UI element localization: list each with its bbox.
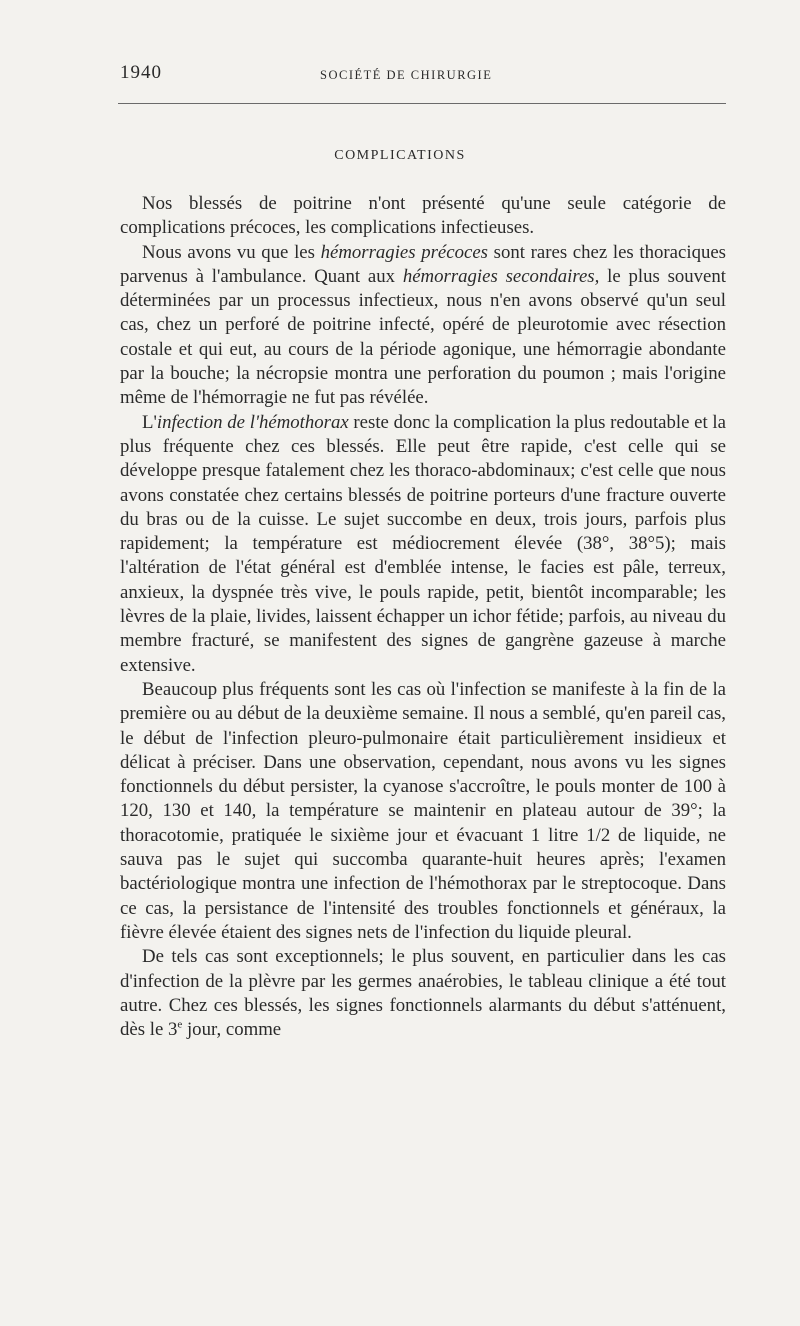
page-number: 1940 — [120, 62, 162, 83]
paragraph — [120, 192, 726, 241]
italic-text-run: infection de l'hémothorax — [156, 411, 349, 433]
italic-text-run: hémorragies précoces — [320, 241, 488, 263]
paragraph — [120, 678, 726, 945]
text-run: jour, comme — [182, 1019, 282, 1041]
text-run: L' — [142, 411, 157, 433]
running-head: SOCIÉTÉ DE CHIRURGIE — [320, 68, 493, 82]
superscript-run: e — [177, 1018, 183, 1031]
text-run: Nous avons vu que les — [142, 241, 321, 263]
text-run: sont rares chez les thoraciques parvenus à l'ambulance. Quant aux — [120, 241, 726, 287]
paragraph — [120, 241, 726, 411]
paragraph — [120, 945, 726, 1042]
text-run: le plus souvent déterminées par un processus infectieux, nous n'en avons observé qu'un seul cas, chez un perforé de poitrine infecté, opéré de pleurotomie avec résection costale et qui eut, au cours de la période agonique, une hémorragie abondante par la bouche; la nécropsie montra une perforation du poumon ; mais l'origine même de l'hémorragie ne fut pas révélée. — [120, 265, 726, 409]
header-rule — [118, 103, 726, 104]
paragraph — [120, 411, 726, 678]
text-run: reste donc la complication la plus redoutable et la plus fréquente chez ces blessés. Elle peut être rapide, c'est celle qui se développe presque fatalement chez les thoraco-abdominaux; c'est celle que nous avons constatée chez certains blessés de poitrine porteurs d'une fracture ouverte du bras ou de la cuisse. Le sujet succombe en deux, trois jours, parfois plus rapidement; la température est médiocrement élevée (38°, 38°5); mais l'altération de l'état général est d'emblée intense, le facies est pâle, terreux, anxieux, la dyspnée très vive, le pouls rapide, petit, bientôt incomparable; les lèvres de la plaie, livides, laissent échapper un ichor fétide; parfois, au niveau du membre fracturé, se manifestent des signes de gangrène gazeuse à marche extensive. — [120, 411, 726, 676]
text-run: Nos blessés de poitrine n'ont présenté qu'une seule catégorie de complications précoces, les complications infectieuses. — [120, 193, 726, 239]
section-title: COMPLICATIONS — [334, 148, 466, 163]
body-text — [120, 192, 726, 1042]
text-run: Beaucoup plus fréquents sont les cas où l'infection se manifeste à la fin de la première ou au début de la deuxième semaine. Il nous a semblé, qu'en pareil cas, le début de l'infection pleuro-pulmonaire était particulièrement insidieux et délicat à préciser. Dans une observation, cependant, nous avons vu les signes fonctionnels du début persister, la cyanose s'accroître, le pouls monter de 100 à 120, 130 et 140, la température se maintenir en plateau autour de 39°; la thoracotomie, pratiquée le sixième jour et évacuant 1 litre 1/2 de liquide, ne sauva pas le sujet qui succomba quarante-huit heures après; l'examen bactériologique montra une infection de l'hémothorax par le streptocoque. Dans ce cas, la persistance de l'intensité des troubles fonctionnels et généraux, la fièvre élevée étaient des signes nets de l'infection du liquide pleural. — [120, 678, 726, 943]
text-run: De tels cas sont exceptionnels; le plus souvent, en particulier dans les cas d'infection de la plèvre par les germes anaérobies, le tableau clinique a été tout autre. Chez ces blessés, les signes fonctionnels alarmants du début s'atténuent, dès le 3 — [120, 946, 726, 1041]
italic-text-run: hémorragies secondaires, — [402, 265, 600, 287]
